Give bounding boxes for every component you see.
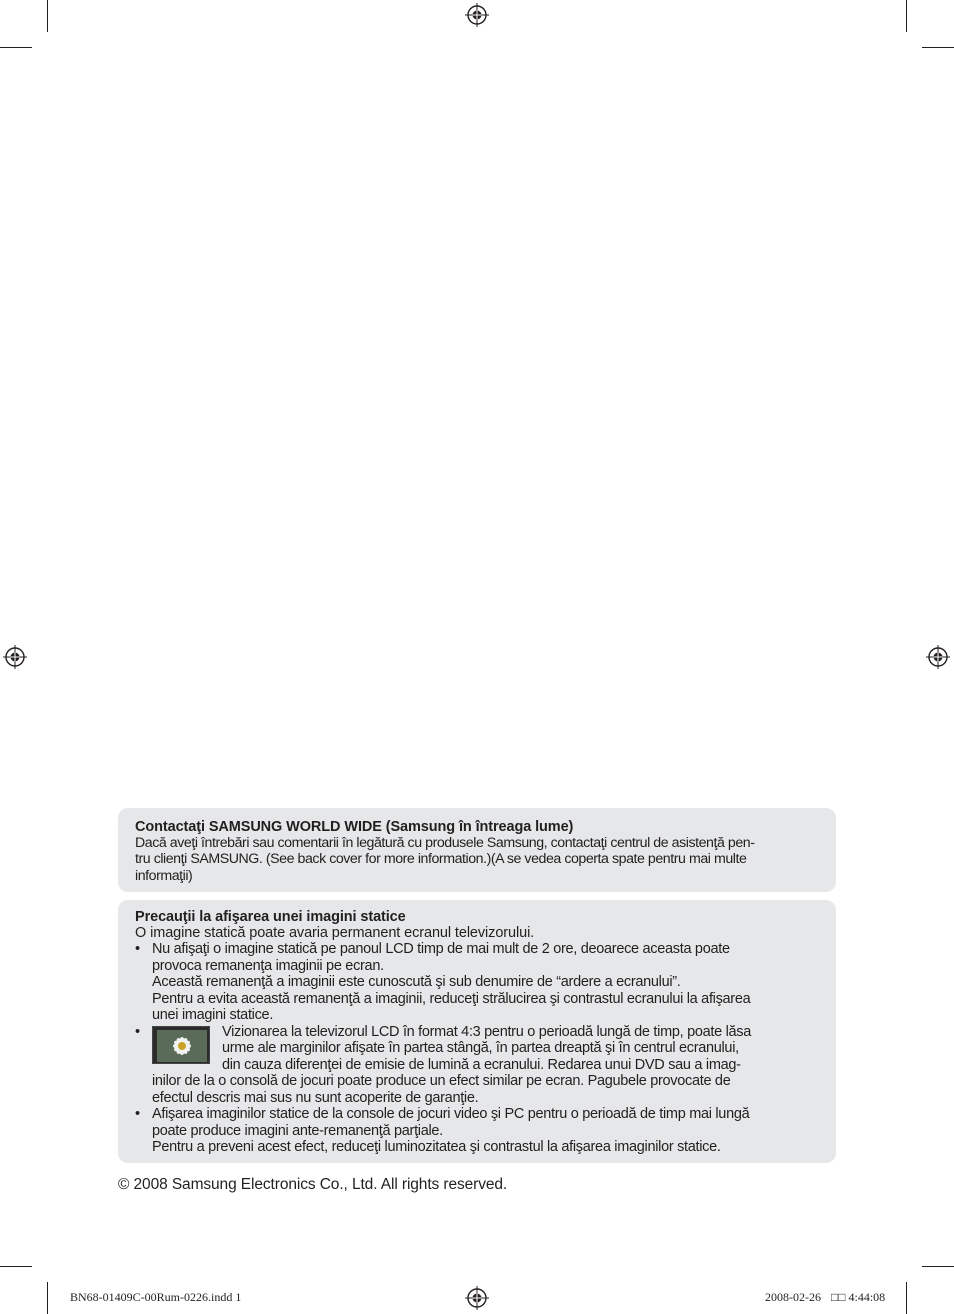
precautions-list [135,941,830,1156]
contact-text-line: informaţii) [135,867,193,884]
contact-text [135,835,830,884]
crop-mark [47,1282,48,1314]
list-item-line: provoca remanenţa imaginii pe ecran. [152,957,384,974]
registration-mark-icon [3,645,27,669]
crop-mark [906,0,907,32]
list-item-line: Pentru a evita această remanenţă a imaginii, reduceţi strălucirea şi contrastul ecranului la afişarea [152,990,751,1007]
copyright-text: © 2008 Samsung Electronics Co., Ltd. All rights reserved. [118,1176,508,1193]
crop-mark [906,1282,907,1314]
precautions-title: Precauţii la afişarea unei imagini statice [135,909,406,925]
list-item-line: poate produce imagini ante-remanenţă parţiale. [152,1122,443,1139]
precautions-box [118,900,836,1163]
crop-mark [922,1266,954,1267]
list-item-line: unei imagini statice. [152,1007,274,1023]
list-item [135,941,830,1024]
precautions-lead: O imagine statică poate avaria permanent ecranul televizorului. [135,925,535,941]
slug-file-name: BN68-01409C-00Rum-0226.indd 1 [70,1290,242,1304]
registration-mark-icon [465,3,489,27]
contact-text-line: tru clienţi SAMSUNG. (See back cover for more information.)(A se vedea coperta spate pentru mai multe [135,851,747,868]
contact-text-line: Dacă aveţi întrebări sau comentarii în legătură cu produsele Samsung, contactaţi centrul de asistenţă pen- [135,835,755,851]
list-item-line: din cauza diferenţei de emisie de lumină a ecranului. Redarea unui DVD sau a imag- [222,1056,741,1073]
registration-mark-icon [465,1286,489,1310]
bullet: • [135,1106,140,1122]
crop-mark [0,47,32,48]
contact-box [118,808,836,892]
list-item [135,1106,830,1156]
contact-title: Contactaţi SAMSUNG WORLD WIDE (Samsung în întreaga lume) [135,819,574,835]
list-item-line: Această remanenţă a imaginii este cunoscută şi sub denumire de “ardere a ecranului”. [152,974,681,990]
list-item-line: Afişarea imaginilor statice de la console de jocuri video şi PC pentru o perioadă de timp mai lungă [152,1106,750,1122]
list-item [135,1024,830,1107]
list-item-line: Vizionarea la televizorul LCD în format 4:3 pentru o perioadă lungă de timp, poate lăsa [222,1023,751,1040]
crop-mark [0,1266,32,1267]
list-item-line: urme ale marginilor afişate în partea stângă, în partea dreaptă şi în centrul ecranului, [222,1040,739,1056]
list-item-line: Nu afişaţi o imagine statică pe panoul LCD timp de mai mult de 2 ore, deoarece aceasta poate [152,941,730,957]
list-item-line: inilor de la o consolă de jocuri poate produce un efect similar pe ecran. Pagubele provocate de [152,1073,731,1089]
bullet: • [135,1023,140,1040]
bullet: • [135,941,140,957]
crop-mark [47,0,48,32]
list-item-line: Pentru a preveni acest efect, reduceţi luminozitatea şi contrastul la afişarea imaginilor statice. [152,1139,721,1155]
crop-mark [922,47,954,48]
slug-date: 2008-02-26 [765,1290,821,1304]
list-item-line: efectul descris mai sus nu sunt acoperite de garanţie. [152,1089,479,1106]
slug-time: □□ 4:44:08 [831,1290,886,1304]
flower-image-icon [152,1026,210,1064]
registration-mark-icon [926,645,950,669]
